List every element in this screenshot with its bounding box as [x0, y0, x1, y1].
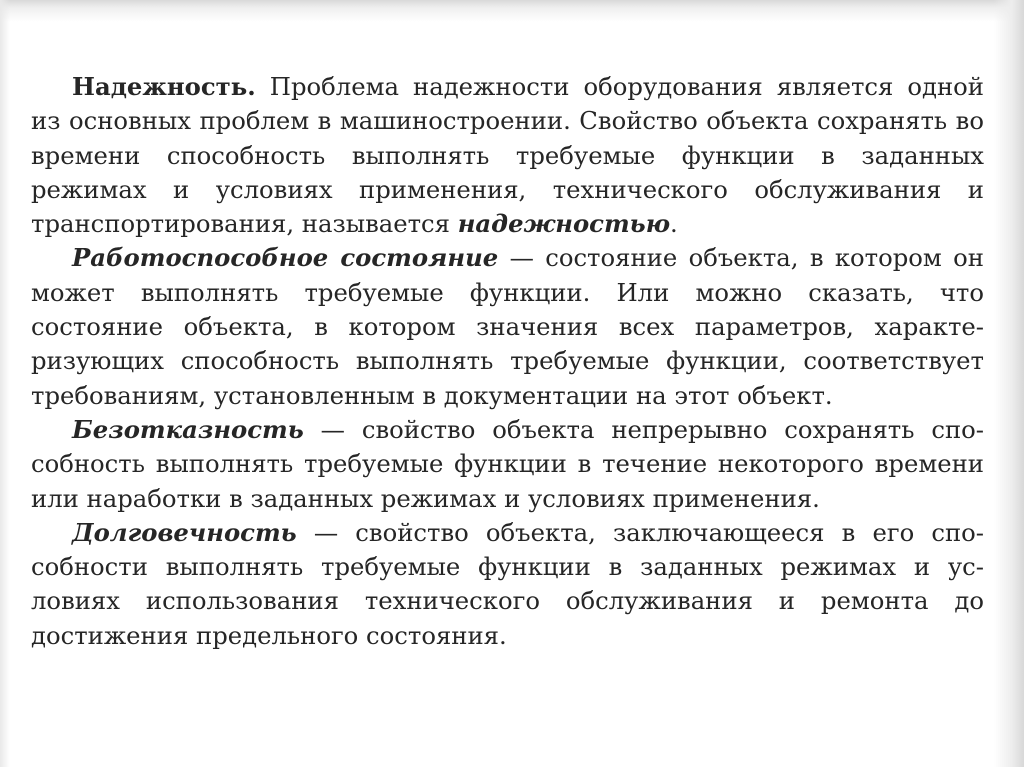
term-failure-free: Безотказность [72, 414, 304, 444]
paragraph-durability-text: — свойство объекта, заключающееся в его способности выполнять требуемые функции в заданных режимах и условиях использования технического обслуживания и ремонта до достижения предельного состояния. [31, 517, 984, 650]
paragraph-reliability-end: . [670, 209, 678, 239]
paragraph-operable-state [31, 241, 984, 412]
term-reliability: Надежность. [72, 72, 256, 101]
paragraph-reliability-text: Проблема надежности оборудования является одной из основных проблем в машиностроении. Свойство объекта сохранять во времени способность выполнять требуемые функции в заданных режимах и условиях применения, технического обслуживания и транспортирования, называется [31, 72, 984, 239]
paragraph-failure-free [31, 413, 984, 516]
term-durability: Долговечность [72, 517, 297, 547]
paragraph-operable-state-text: — состояние объекта, в котором он может выполнять требуемые функции. Или можно сказать, что состояние объекта, в котором значения всех параметров, характеризующих способность выполнять требуемые функции, соответствует требованиям, установленным в документации на этот объект. [31, 243, 984, 410]
paragraph-failure-free-text: — свойство объекта непрерывно сохранять способность выполнять требуемые функции в течение некоторого времени или наработки в заданных режимах и условиях применения. [31, 414, 984, 513]
slide-edge-shadow-top [0, 0, 1024, 22]
slide-edge-shadow-right [994, 0, 1024, 767]
paragraph-reliability [31, 70, 984, 241]
paragraph-durability [31, 516, 984, 653]
document-body [31, 70, 984, 653]
term-reliability-inline: надежностью [457, 209, 671, 239]
term-operable-state: Работоспособное состояние [72, 243, 499, 273]
slide-edge-shadow-left [0, 0, 10, 767]
